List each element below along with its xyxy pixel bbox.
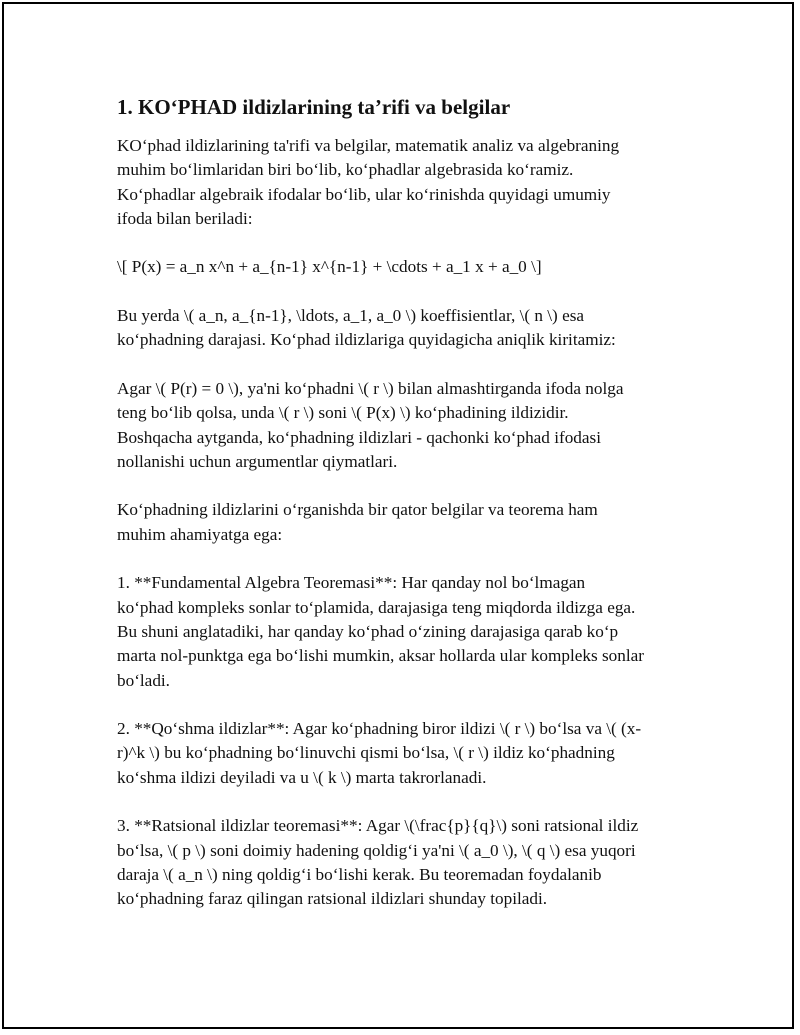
- text-line: muhim bo‘limlaridan biri bo‘lib, ko‘phadlar algebrasida ko‘ramiz.: [117, 160, 574, 180]
- document-body: [117, 94, 687, 912]
- paragraph-properties-intro: [117, 498, 687, 547]
- paragraph-root-definition: [117, 377, 687, 474]
- text-line: 1. **Fundamental Algebra Teoremasi**: Har qanday nol bo‘lmagan: [117, 573, 586, 593]
- paragraph-formula: [117, 255, 687, 279]
- text-line: r)^k \) bu ko‘phadning bo‘linuvchi qismi bo‘lsa, \( r \) ildiz ko‘phadning: [117, 743, 615, 763]
- paragraph-coefficients: [117, 304, 687, 353]
- text-line: ko‘phadning faraz qilingan ratsional ildizlari shunday topiladi.: [117, 889, 548, 909]
- text-line: 2. **Qo‘shma ildizlar**: Agar ko‘phadning biror ildizi \( r \) bo‘lsa va \( (x-: [117, 719, 642, 739]
- text-line: Bu yerda \( a_n, a_{n-1}, \ldots, a_1, a_0 \) koeffisientlar, \( n \) esa: [117, 306, 585, 326]
- paragraph-multiple-roots: [117, 717, 687, 790]
- text-line: ko‘phad kompleks sonlar to‘plamida, darajasiga teng miqdorda ildizga ega.: [117, 597, 636, 617]
- text-line: Bu shuni anglatadiki, har qanday ko‘phad o‘zining darajasiga qarab ko‘p: [117, 621, 619, 641]
- text-line: KO‘phad ildizlarining ta'rifi va belgilar, matematik analiz va algebraning: [117, 136, 620, 155]
- text-line: ko‘shma ildizi deyiladi va u \( k \) marta takrorlanadi.: [117, 767, 487, 787]
- text-line: Ko‘phadning ildizlarini o‘rganishda bir qator belgilar va teorema ham: [117, 500, 598, 520]
- text-line: Agar \( P(r) = 0 \), ya'ni ko‘phadni \( r \) bilan almashtirganda ifoda nolga: [117, 378, 624, 398]
- text-line: \[ P(x) = a_n x^n + a_{n-1} x^{n-1} + \cdots + a_1 x + a_0 \]: [117, 257, 542, 277]
- text-line: daraja \( a_n \) ning qoldig‘i bo‘lishi kerak. Bu teoremadan foydalanib: [117, 864, 602, 884]
- section-heading: 1. KO‘PHAD ildizlarining ta’rifi va belgilar: [117, 95, 511, 119]
- text-line: Boshqacha aytganda, ko‘phadning ildizlari - qachonki ko‘phad ifodasi: [117, 427, 601, 447]
- text-line: ko‘phadning darajasi. Ko‘phad ildizlariga quyidagicha aniqlik kiritamiz:: [117, 330, 616, 350]
- text-line: ifoda bilan beriladi:: [117, 208, 253, 228]
- text-line: teng bo‘lib qolsa, unda \( r \) soni \( P(x) \) ko‘phadining ildizidir.: [117, 403, 569, 423]
- text-line: bo‘lsa, \( p \) soni doimiy hadening qoldig‘i ya'ni \( a_0 \), \( q \) esa yuqori: [117, 840, 636, 860]
- text-line: nollanishi uchun argumentlar qiymatlari.: [117, 451, 398, 471]
- paragraph-rational-roots: [117, 814, 687, 911]
- text-line: 3. **Ratsional ildizlar teoremasi**: Agar \(\frac{p}{q}\) soni ratsional ildiz: [117, 816, 639, 836]
- paragraph-fundamental-theorem: [117, 571, 687, 692]
- paragraph-intro: [117, 134, 687, 231]
- text-line: bo‘ladi.: [117, 670, 170, 690]
- text-line: Ko‘phadlar algebraik ifodalar bo‘lib, ular ko‘rinishda quyidagi umumiy: [117, 184, 611, 204]
- text-line: muhim ahamiyatga ega:: [117, 524, 283, 544]
- text-line: marta nol-punktga ega bo‘lishi mumkin, aksar hollarda ular kompleks sonlar: [117, 646, 644, 666]
